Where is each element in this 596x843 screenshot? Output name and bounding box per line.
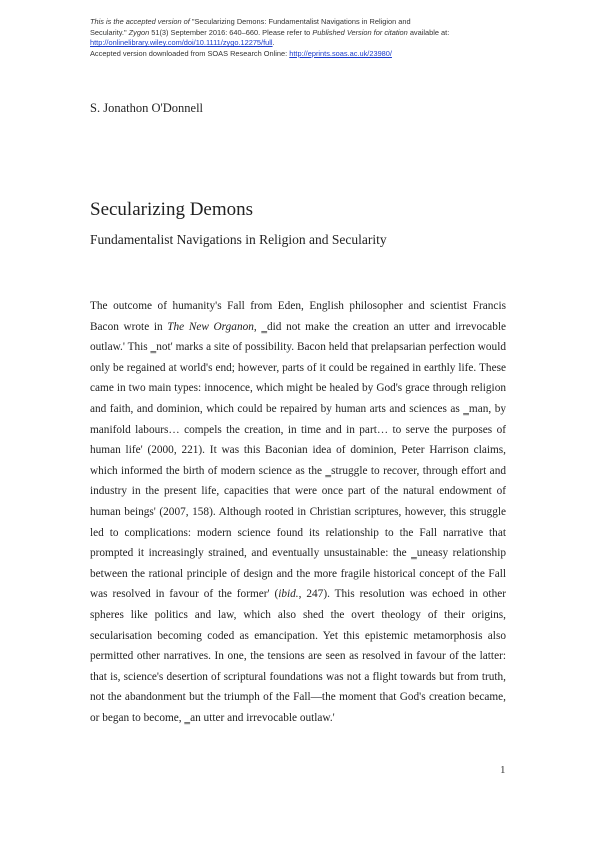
citation-text: available at: bbox=[407, 27, 450, 37]
paper-subtitle: Fundamentalist Navigations in Religion and Secularity bbox=[90, 232, 387, 247]
published-version-label: Published Version for citation bbox=[312, 27, 408, 37]
page-number: 1 bbox=[500, 764, 506, 776]
citation-line-1 bbox=[90, 17, 510, 28]
citation-text: . bbox=[272, 38, 275, 48]
citation-text: 51(3) September 2016: 640–660. Please refer to bbox=[149, 27, 313, 37]
doi-link[interactable]: http://onlinelibrary.wiley.com/doi/10.1111/zygo.12275/full bbox=[90, 38, 273, 48]
journal-name: Zygon bbox=[128, 27, 150, 37]
cited-work-title: The New Organon bbox=[167, 320, 254, 333]
accepted-version-label: This is the accepted version of bbox=[90, 17, 190, 26]
paragraph-text: , 247). This resolution was echoed in other spheres like politics and law, which also shed the overt theology of their origins, secularisation becoming coded as emancipation. Yet this epistemic metamorphosis also permitted other narratives. In one, the tensions are seen as resolved in favour of the latter: that is, science's desertion of scriptural foundations was not a flight towards but from truth, not the abandonment but the triumph of the Fall—the moment that God's creation became, or began to become, ‗an utter and irrevocable outlaw.' bbox=[90, 588, 506, 724]
ibid-reference: ibid. bbox=[278, 588, 299, 601]
citation-header bbox=[90, 17, 510, 59]
paragraph-text: , ‗did not make the creation an utter and irrevocable outlaw.' This ‗not' marks a site of possibility. Bacon held that prelapsarian perfection would only be regained at world's end; however, parts of it could be regained in earthly life. These came in two main types: innocence, which might be healed by God's grace through religion and faith, and dominion, which could be repaired by human arts and sciences as ‗man, by manifold labours… compels the creation, in time and in part… to serve the purposes of human life' (2000, 221). It was this Baconian idea of dominion, Peter Harrison claims, which informed the birth of modern science as the ‗struggle to recover, through effort and industry in the present life, capacities that were once part of the natural endowment of human beings' (2007, 158). Although rooted in Christian scriptures, however, this struggle led to complications: modern science found its relationship to the Fall narrative that prompted it increasingly strained, and eventually unsustainable: the ‗uneasy relationship between the rational principle of design and the more fragile historical concept of the Fall was resolved in favour of the former' ( bbox=[90, 320, 506, 601]
paper-title: Secularizing Demons bbox=[90, 199, 254, 220]
paragraph-text: The outcome of humanity's Fall from Eden, English philosopher and scientist Francis Bacon wrote in bbox=[90, 300, 506, 333]
paragraph bbox=[90, 296, 506, 728]
citation-text: Secularity." bbox=[90, 27, 129, 37]
body-text bbox=[90, 296, 506, 728]
citation-line-2 bbox=[90, 28, 510, 39]
download-text: Accepted version downloaded from SOAS Research Online: bbox=[90, 48, 290, 58]
citation-line-3 bbox=[90, 38, 510, 49]
citation-title-text: "Secularizing Demons: Fundamentalist Navigations in Religion and bbox=[189, 17, 411, 26]
eprints-link[interactable]: http://eprints.soas.ac.uk/23980/ bbox=[289, 48, 392, 58]
author-name: S. Jonathon O'Donnell bbox=[90, 101, 204, 115]
citation-line-4 bbox=[90, 49, 510, 60]
